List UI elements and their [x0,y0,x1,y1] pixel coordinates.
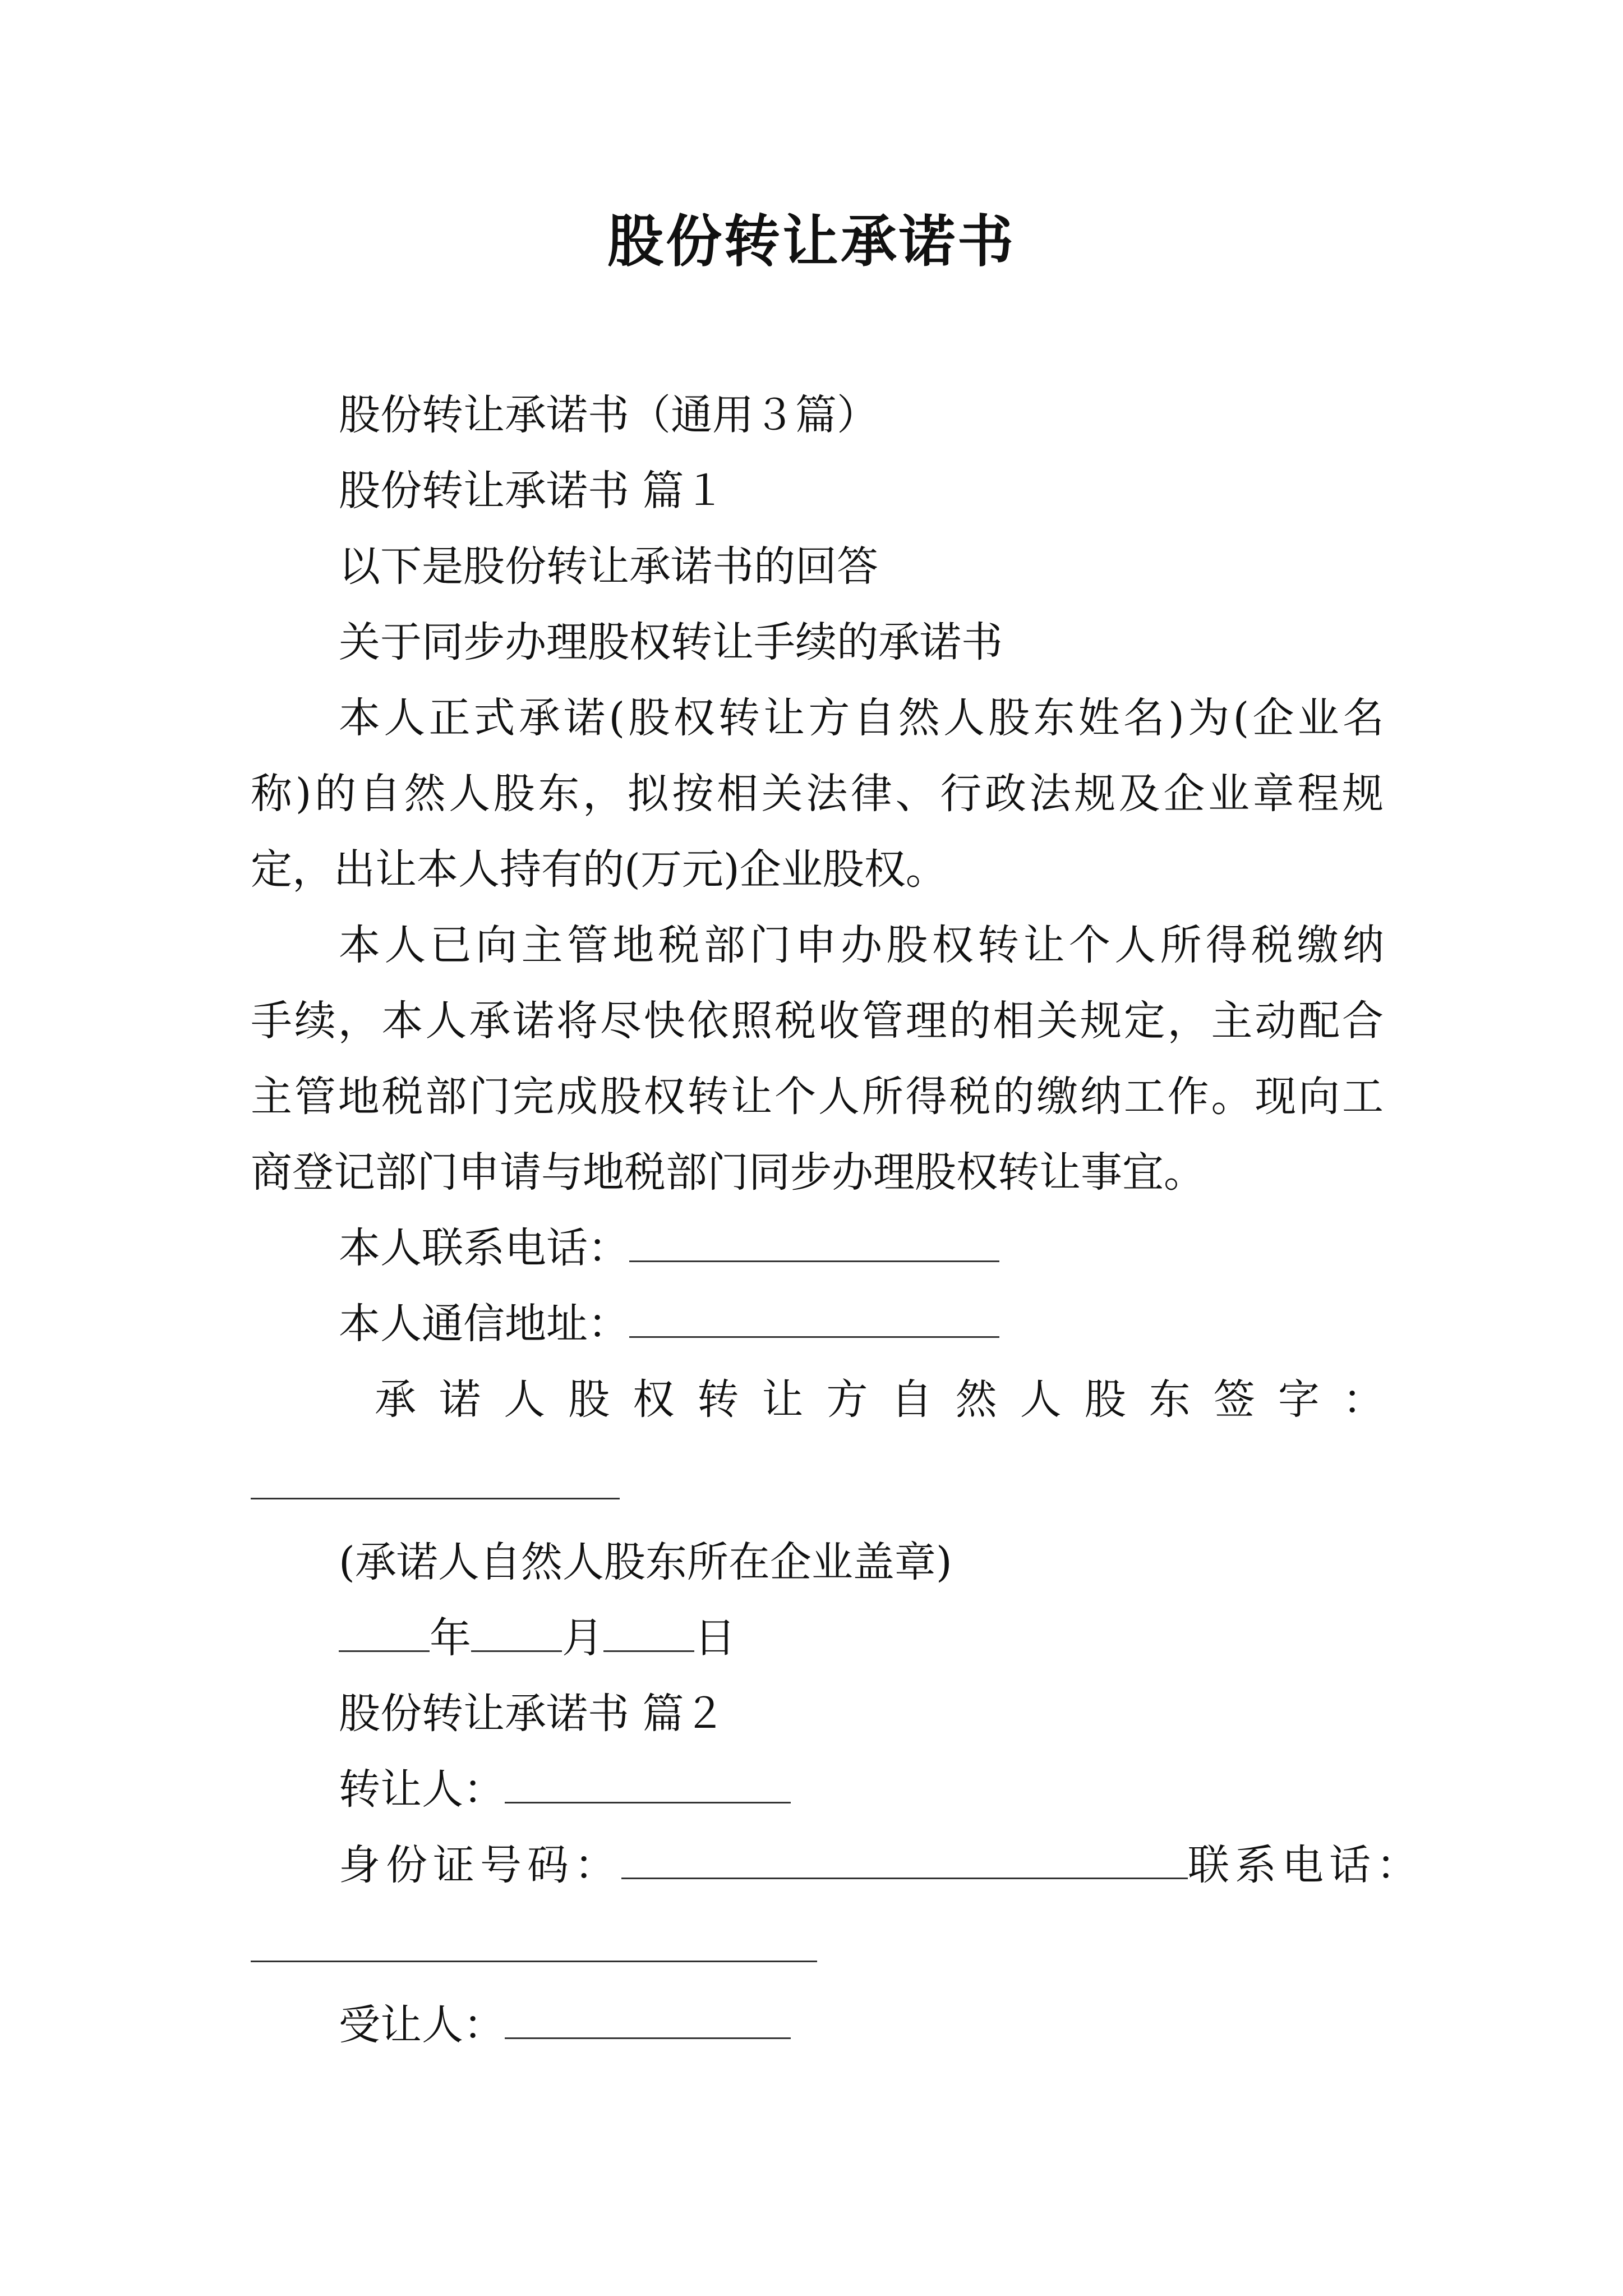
part2-id-field[interactable] [621,1838,1188,1879]
part1-para2-line3: 主管地税部门完成股权转让个人所得税的缴纳工作。现向工 [251,1073,1384,1121]
part1-signature-label: 承诺人股权转让方自然人股东签字： [375,1375,1384,1424]
date-year-label: 年 [430,1614,471,1662]
part2-transferor-field[interactable] [505,1763,791,1803]
part1-para1-line2: 称)的自然人股东，拟按相关法律、行政法规及企业章程规 [251,770,1384,818]
part1-date-row [339,1610,736,1666]
part2-transferee-label: 受让人： [339,2001,505,2049]
part1-signature-field[interactable] [251,1498,620,1499]
part1-address-label: 本人通信地址： [339,1300,629,1348]
part2-phone-field[interactable] [251,1961,817,1962]
part2-id-row [339,1837,1423,1893]
part2-transferee-row [339,1997,791,2053]
part1-phone-label: 本人联系电话： [339,1224,629,1272]
part1-para1-line3: 定，出让本人持有的(万元)企业股权。 [251,845,947,894]
part1-address-field[interactable] [629,1297,999,1338]
document-subtitle: 股份转让承诺书（通用３篇） [339,391,878,439]
part1-intro: 以下是股份转让承诺书的回答 [339,542,878,591]
date-month-label: 月 [562,1614,603,1662]
document-title: 股份转让承诺书 [607,208,1016,274]
part1-phone-field[interactable] [629,1221,999,1262]
date-day-field[interactable] [603,1611,694,1652]
date-month-field[interactable] [471,1611,562,1652]
part1-para1-line1: 本人正式承诺(股权转让方自然人股东姓名)为(企业名 [339,694,1384,742]
part2-transferee-field[interactable] [505,1998,791,2039]
part1-caption: 关于同步办理股权转让手续的承诺书 [339,618,1003,666]
part2-heading: 股份转让承诺书 篇２ [339,1690,726,1738]
part1-seal-note: (承诺人自然人股东所在企业盖章) [339,1538,952,1586]
part2-id-label: 身份证号码： [339,1841,621,1889]
part1-para2-line4: 商登记部门申请与地税部门同步办理股权转让事宜。 [251,1148,1205,1197]
part2-transferor-label: 转让人： [339,1765,505,1814]
part1-para2-line2: 手续，本人承诺将尽快依照税收管理的相关规定，主动配合 [251,997,1384,1045]
part1-phone-row [339,1220,999,1276]
date-year-field[interactable] [339,1611,430,1652]
part2-transferor-row [339,1761,791,1818]
part2-phone-label: 联系电话： [1188,1841,1423,1889]
part1-para2-line1: 本人已向主管地税部门申办股权转让个人所得税缴纳 [339,921,1384,969]
part1-heading: 股份转让承诺书 篇１ [339,467,726,515]
date-day-label: 日 [694,1614,736,1662]
part1-address-row [339,1296,999,1352]
